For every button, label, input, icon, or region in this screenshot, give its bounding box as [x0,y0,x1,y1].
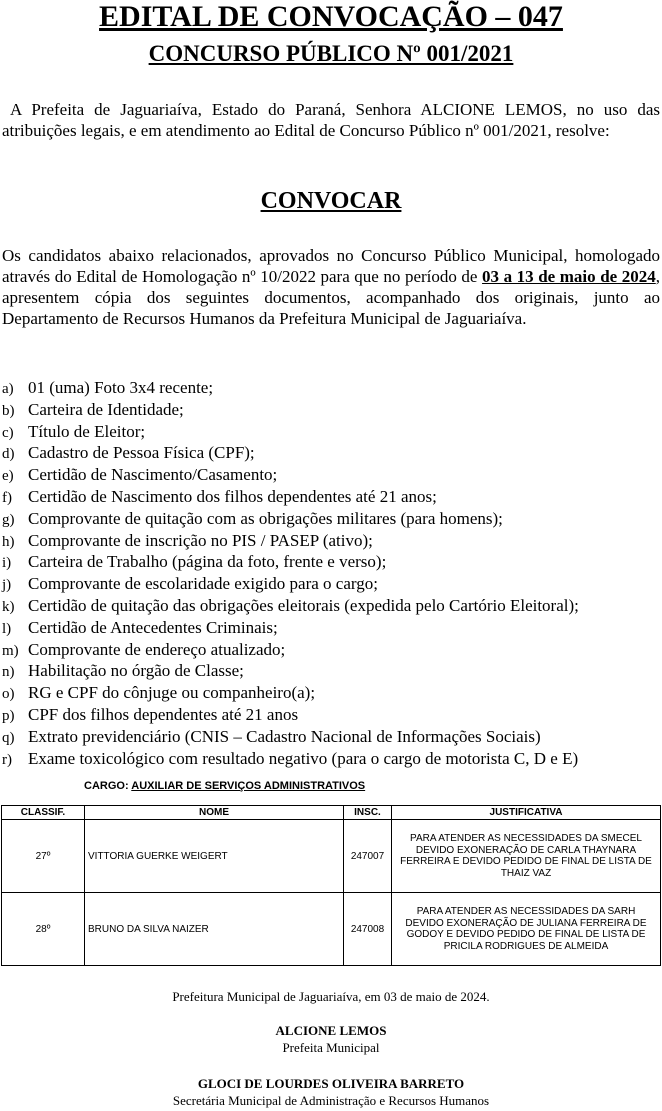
cargo-line [84,779,365,793]
signer1-name: ALCIONE LEMOS [275,1023,387,1038]
list-text: Exame toxicológico com resultado negativo (para o cargo de motorista C, D e E) [28,748,579,768]
list-text: Certidão de Nascimento/Casamento; [28,465,278,485]
list-text: Extrato previdenciário (CNIS – Cadastro Nacional de Informações Sociais) [28,726,541,746]
list-letter: p) [2,707,15,724]
list-item [2,442,660,464]
convocar-heading: CONVOCAR [260,188,402,214]
concurso-subtitle: CONCURSO PÚBLICO Nº 001/2021 [148,41,514,66]
list-text: Título de Eleitor; [28,421,146,441]
cell-insc: 247007 [344,820,392,893]
list-letter: o) [2,686,15,703]
list-item [2,682,660,704]
list-text: Certidão de quitação das obrigações eleitorais (expedida pelo Cartório Eleitoral); [28,595,579,615]
list-item [2,551,660,573]
list-item [2,617,660,639]
list-text: 01 (uma) Foto 3x4 recente; [28,378,214,397]
list-item [2,464,660,486]
table-row [2,893,661,966]
list-letter: b) [2,402,15,419]
table-row [2,820,661,893]
cell-justificativa: PARA ATENDER AS NECESSIDADES DA SARH DEVIDO EXONERAÇÃO DE JULIANA FERREIRA DE GODOY E DEVIDO PEDIDO DE FINAL DE LISTA DE PRICILA RODRIGUES DE ALMEIDA [392,893,661,966]
header-justificativa: JUSTIFICATIVA [392,806,661,820]
list-text: Carteira de Identidade; [28,399,184,419]
list-item [2,704,660,726]
cell-insc: 247008 [344,893,392,966]
table-header-row [2,806,661,820]
list-text: Carteira de Trabalho (página da foto, frente e verso); [28,552,387,572]
list-text: Comprovante de inscrição no PIS / PASEP (ativo); [28,530,373,550]
list-text: CPF dos filhos dependentes até 21 anos [28,704,299,724]
list-letter: l) [2,620,12,637]
body-paragraph [2,245,660,329]
list-letter: q) [2,729,15,746]
signer2-name: GLOCI DE LOURDES OLIVEIRA BARRETO [197,1076,465,1091]
list-text: Comprovante de escolaridade exigido para o cargo; [28,574,378,594]
list-letter: e) [2,468,14,485]
list-letter: n) [2,664,15,681]
list-letter: a) [2,381,14,397]
cell-classif: 28º [2,893,85,966]
list-letter: d) [2,446,15,463]
list-item [2,399,660,421]
list-letter: f) [2,489,12,506]
cell-nome: VITTORIA GUERKE WEIGERT [85,820,344,893]
list-item [2,486,660,508]
list-text: Certidão de Nascimento dos filhos dependentes até 21 anos; [28,486,437,506]
cell-classif: 27º [2,820,85,893]
list-text: Cadastro de Pessoa Física (CPF); [28,443,255,463]
cell-justificativa: PARA ATENDER AS NECESSIDADES DA SMECEL DEVIDO EXONERAÇÃO DE CARLA THAYNARA FERREIRA E DEVIDO PEDIDO DE FINAL DE LISTA DE THAIZ VAZ [392,820,661,893]
list-letter: j) [2,577,12,594]
list-item [2,508,660,530]
list-item [2,530,660,552]
signer2-role: Secretária Municipal de Administração e Recursos Humanos [172,1093,490,1108]
list-letter: i) [2,555,12,572]
body-text-start: Os candidatos abaixo relacionados, aprovados no Concurso Público Municipal, homologado através do Edital de Homologação nº 10/2022 para que no período de [2,246,660,286]
list-letter: h) [2,533,15,550]
intro-paragraph: A Prefeita de Jaguariaíva, Estado do Paraná, Senhora ALCIONE LEMOS, no uso das atribuições legais, e em atendimento ao Edital de Concurso Público nº 001/2021, resolve: [2,100,660,140]
signer1-role: Prefeita Municipal [282,1040,380,1055]
cargo-value: AUXILIAR DE SERVIÇOS ADMINISTRATIVOS [131,780,366,792]
body-text-end: , apresentem cópia dos seguintes documentos, acompanhado dos originais, junto ao Departamento de Recursos Humanos da Prefeitura Municipal de Jaguariaíva. [2,267,660,328]
list-text: RG e CPF do cônjuge ou companheiro(a); [28,683,316,703]
header-nome: NOME [85,806,344,820]
list-item [2,421,660,443]
candidates-table [1,805,661,966]
list-item [2,573,660,595]
list-item [2,726,660,748]
cell-nome: BRUNO DA SILVA NAIZER [85,893,344,966]
list-item [2,660,660,682]
list-letter: k) [2,598,15,615]
header-classif: CLASSIF. [2,806,85,820]
list-item [2,377,660,399]
list-text: Comprovante de endereço atualizado; [28,639,286,659]
list-letter: g) [2,511,15,528]
list-letter: m) [2,642,19,659]
period-highlight: 03 a 13 de maio de 2024 [482,267,656,286]
place-date: Prefeitura Municipal de Jaguariaíva, em 03 de maio de 2024. [172,989,490,1004]
documents-list [2,377,660,769]
list-text: Certidão de Antecedentes Criminais; [28,617,278,637]
list-item [2,748,660,770]
list-item [2,595,660,617]
list-letter: r) [2,751,12,768]
cargo-label: CARGO: [84,780,129,792]
edital-title: EDITAL DE CONVOCAÇÃO – 047 [99,0,563,33]
list-letter: c) [2,424,14,441]
list-text: Comprovante de quitação com as obrigações militares (para homens); [28,508,503,528]
header-insc: INSC. [344,806,392,820]
list-text: Habilitação no órgão de Classe; [28,661,244,681]
list-item [2,639,660,661]
